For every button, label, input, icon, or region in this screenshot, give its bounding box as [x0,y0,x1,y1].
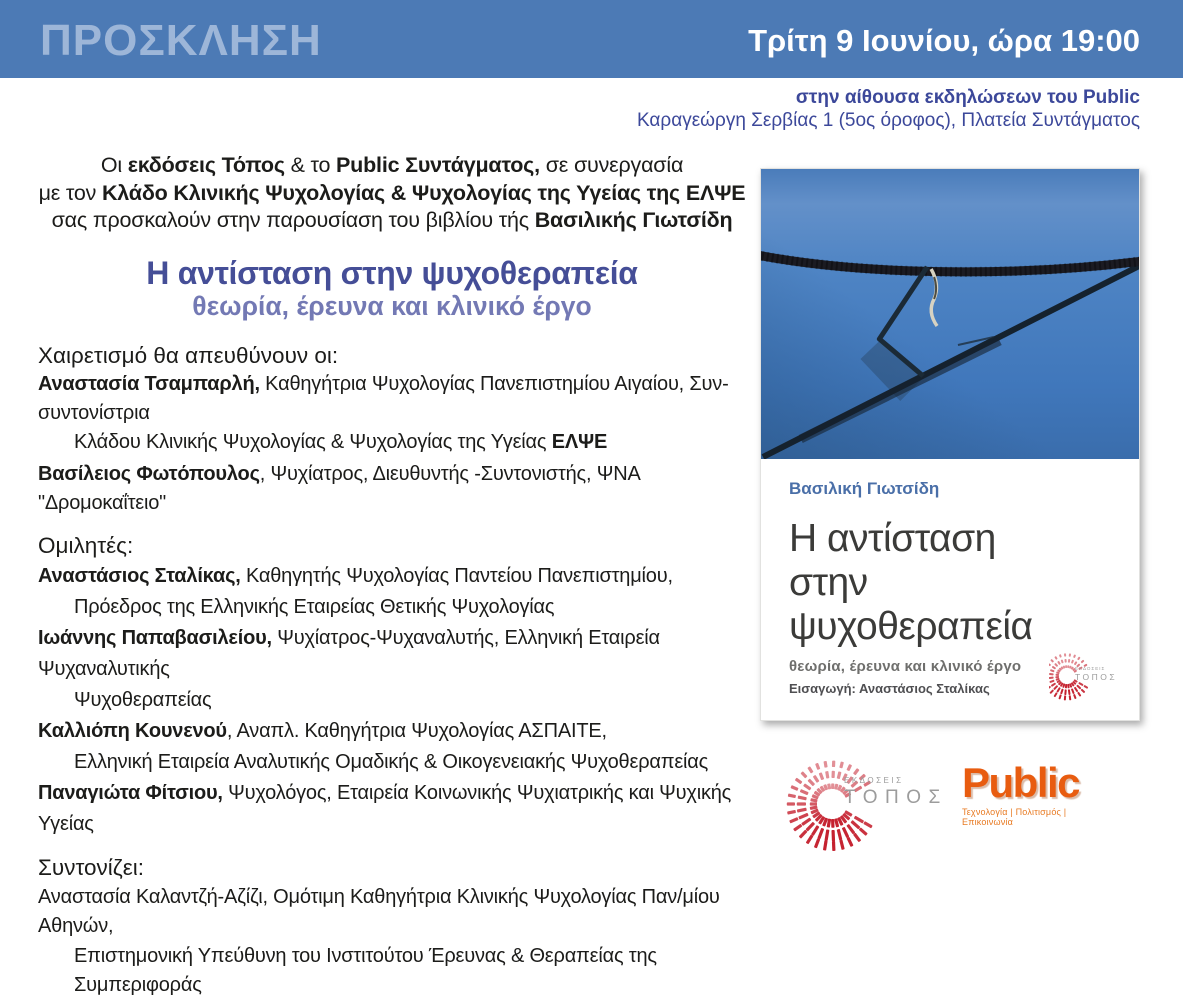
moderator-entry: Αναστασία Καλαντζή-Αζίζι, Ομότιμη Καθηγήτρια Κλινικής Ψυχολογίας Παν/μίου Αθηνών, [38,885,720,937]
cover-author: Βασιλική Γιωτσίδη [789,479,940,498]
public-store-logo [962,760,1112,827]
public-tagline: Τεχνολογία | Πολιτισμός | Επικοινωνία [962,807,1067,827]
speaker-name: Παναγιώτα Φίτσιου, [38,781,223,804]
speaker-entry-continuation: Ελληνική Εταιρεία Αναλυτικής Ομαδικής & Οικογενειακής Ψυχοθεραπείας [74,750,709,773]
greeter-entry [38,370,746,428]
event-datetime: Τρίτη 9 Ιουνίου, ώρα 19:00 [748,23,1140,58]
intro-text: σε συνεργασία [539,153,684,177]
society-branch-bold: Κλάδο Κλινικής Ψυχολογίας & Ψυχολογίας της Υγείας της ΕΛΨΕ [101,180,746,205]
book-cover-text-area [761,459,1139,720]
book-cover-photo [761,169,1139,459]
moderator-section [38,853,746,1001]
speaker-name: Ιωάννης Παπαβασιλείου, [38,626,272,649]
speaker-entry-continuation: Πρόεδρος της Ελληνικής Εταιρείας Θετικής Ψυχολογίας [74,595,555,618]
venue-name: στην αίθουσα εκδηλώσεων του Public [795,87,1140,108]
publisher-name-bold: εκδόσεις Τόπος [127,153,285,177]
speaker-name: Καλλιόπη Κουνενού [38,719,227,742]
topos-wordmark [1075,666,1117,682]
speaker-entry [38,623,746,685]
greeter-entry-continuation [38,428,746,457]
cover-title-line-2: στην ψυχοθεραπεία [789,561,1033,648]
moderator-heading: Συντονίζει: [38,854,144,880]
sea-shading [761,169,1139,459]
cover-title-line-1: Η αντίσταση [789,517,996,560]
cover-publisher-logo [1049,648,1125,708]
speaker-entry [38,716,746,747]
greeting-heading: Χαιρετισμό θα απευθύνουν οι: [38,342,339,368]
intro-text: & το [284,153,337,177]
topos-name-label: ΤΟΠΟΣ [1075,672,1118,682]
intro-text: σας προσκαλούν στην παρουσίαση του βιβλίου τής [51,208,535,232]
greeter-name: Αναστασία Τσαμπαρλή, [38,372,260,395]
intro-text: με τον [38,180,102,205]
speaker-desc: Ψυχολόγος, Εταιρεία Κοινωνικής Ψυχιατρικής και Ψυχικής Υγείας [38,781,732,835]
topos-ekdoseis-label: ΕΚΔΟΣΕΙΣ [1075,666,1106,671]
venue-block [637,86,1140,132]
invitation-body [38,152,746,1001]
speaker-entry [38,561,746,592]
cover-intro-credit: Εισαγωγή: Αναστάσιος Σταλίκας [789,681,990,696]
speaker-entry-continuation: Ψυχοθεραπείας [74,688,212,711]
greeter-name: Βασίλειος Φωτόπουλος [38,462,260,485]
intro-line-1 [38,152,746,180]
author-name-bold: Βασιλικής Γιωτσίδη [534,208,733,232]
speakers-heading: Ομιλητές: [38,532,134,558]
speakers-section [38,531,746,840]
intro-line-2 [38,180,746,208]
book-cover [760,168,1140,721]
intro-paragraph [38,152,746,235]
intro-line-3 [38,207,746,235]
venue-address: Καραγεώργη Σερβίας 1 (5ος όροφος), Πλατεία Συντάγματος [636,110,1140,131]
society-acronym-bold: ΕΛΨΕ [551,430,608,453]
intro-text: Οι [100,153,128,177]
book-title: Η αντίσταση στην ψυχοθεραπεία [146,254,638,291]
invitation-heading: ΠΡΟΣΚΛΗΣΗ [40,16,322,65]
book-subtitle: θεωρία, έρευνα και κλινικό έργο [192,290,592,321]
public-wordmark: Public [962,759,1080,806]
speaker-desc: Καθηγητής Ψυχολογίας Παντείου Πανεπιστημίου, [240,564,673,587]
speaker-name: Αναστάσιος Σταλίκας, [38,564,241,587]
moderator-entry-continuation: Επιστημονική Υπεύθυνη του Ινστιτούτου Έρευνας & Θεραπείας της Συμπεριφοράς [74,944,657,996]
speaker-desc: Ψυχίατρος-Ψυχαναλυτής, Ελληνική Εταιρεία Ψυχαναλυτικής [38,626,660,680]
greeter-desc: Καθηγήτρια Ψυχολογίας Πανεπιστημίου Αιγαίου, Συν-συντονίστρια [38,372,729,424]
topos-wordmark [844,776,948,809]
greeter-entry [38,460,746,518]
top-banner [0,0,1183,78]
cover-subtitle: θεωρία, έρευνα και κλινικό έργο [789,658,1022,675]
speaker-desc: , Αναπλ. Καθηγήτρια Ψυχολογίας ΑΣΠΑΙΤΕ, [226,719,607,742]
topos-ekdoseis-label: ΕΚΔΟΣΕΙΣ [844,776,904,785]
speaker-entry [38,778,746,840]
greeter-desc: Κλάδου Κλινικής Ψυχολογίας & Ψυχολογίας της Υγείας [74,430,552,453]
topos-publisher-logo [782,750,948,858]
cover-title [789,517,1111,649]
public-store-bold: Public Συντάγματος, [336,153,540,177]
greeter-desc: , Ψυχίατρος, Διευθυντής -Συντονιστής, ΨΝΑ "Δρομοκαΐτειο" [38,462,640,514]
topos-name-label: ΤΟΠΟΣ [844,787,948,808]
greeting-section [38,342,746,518]
